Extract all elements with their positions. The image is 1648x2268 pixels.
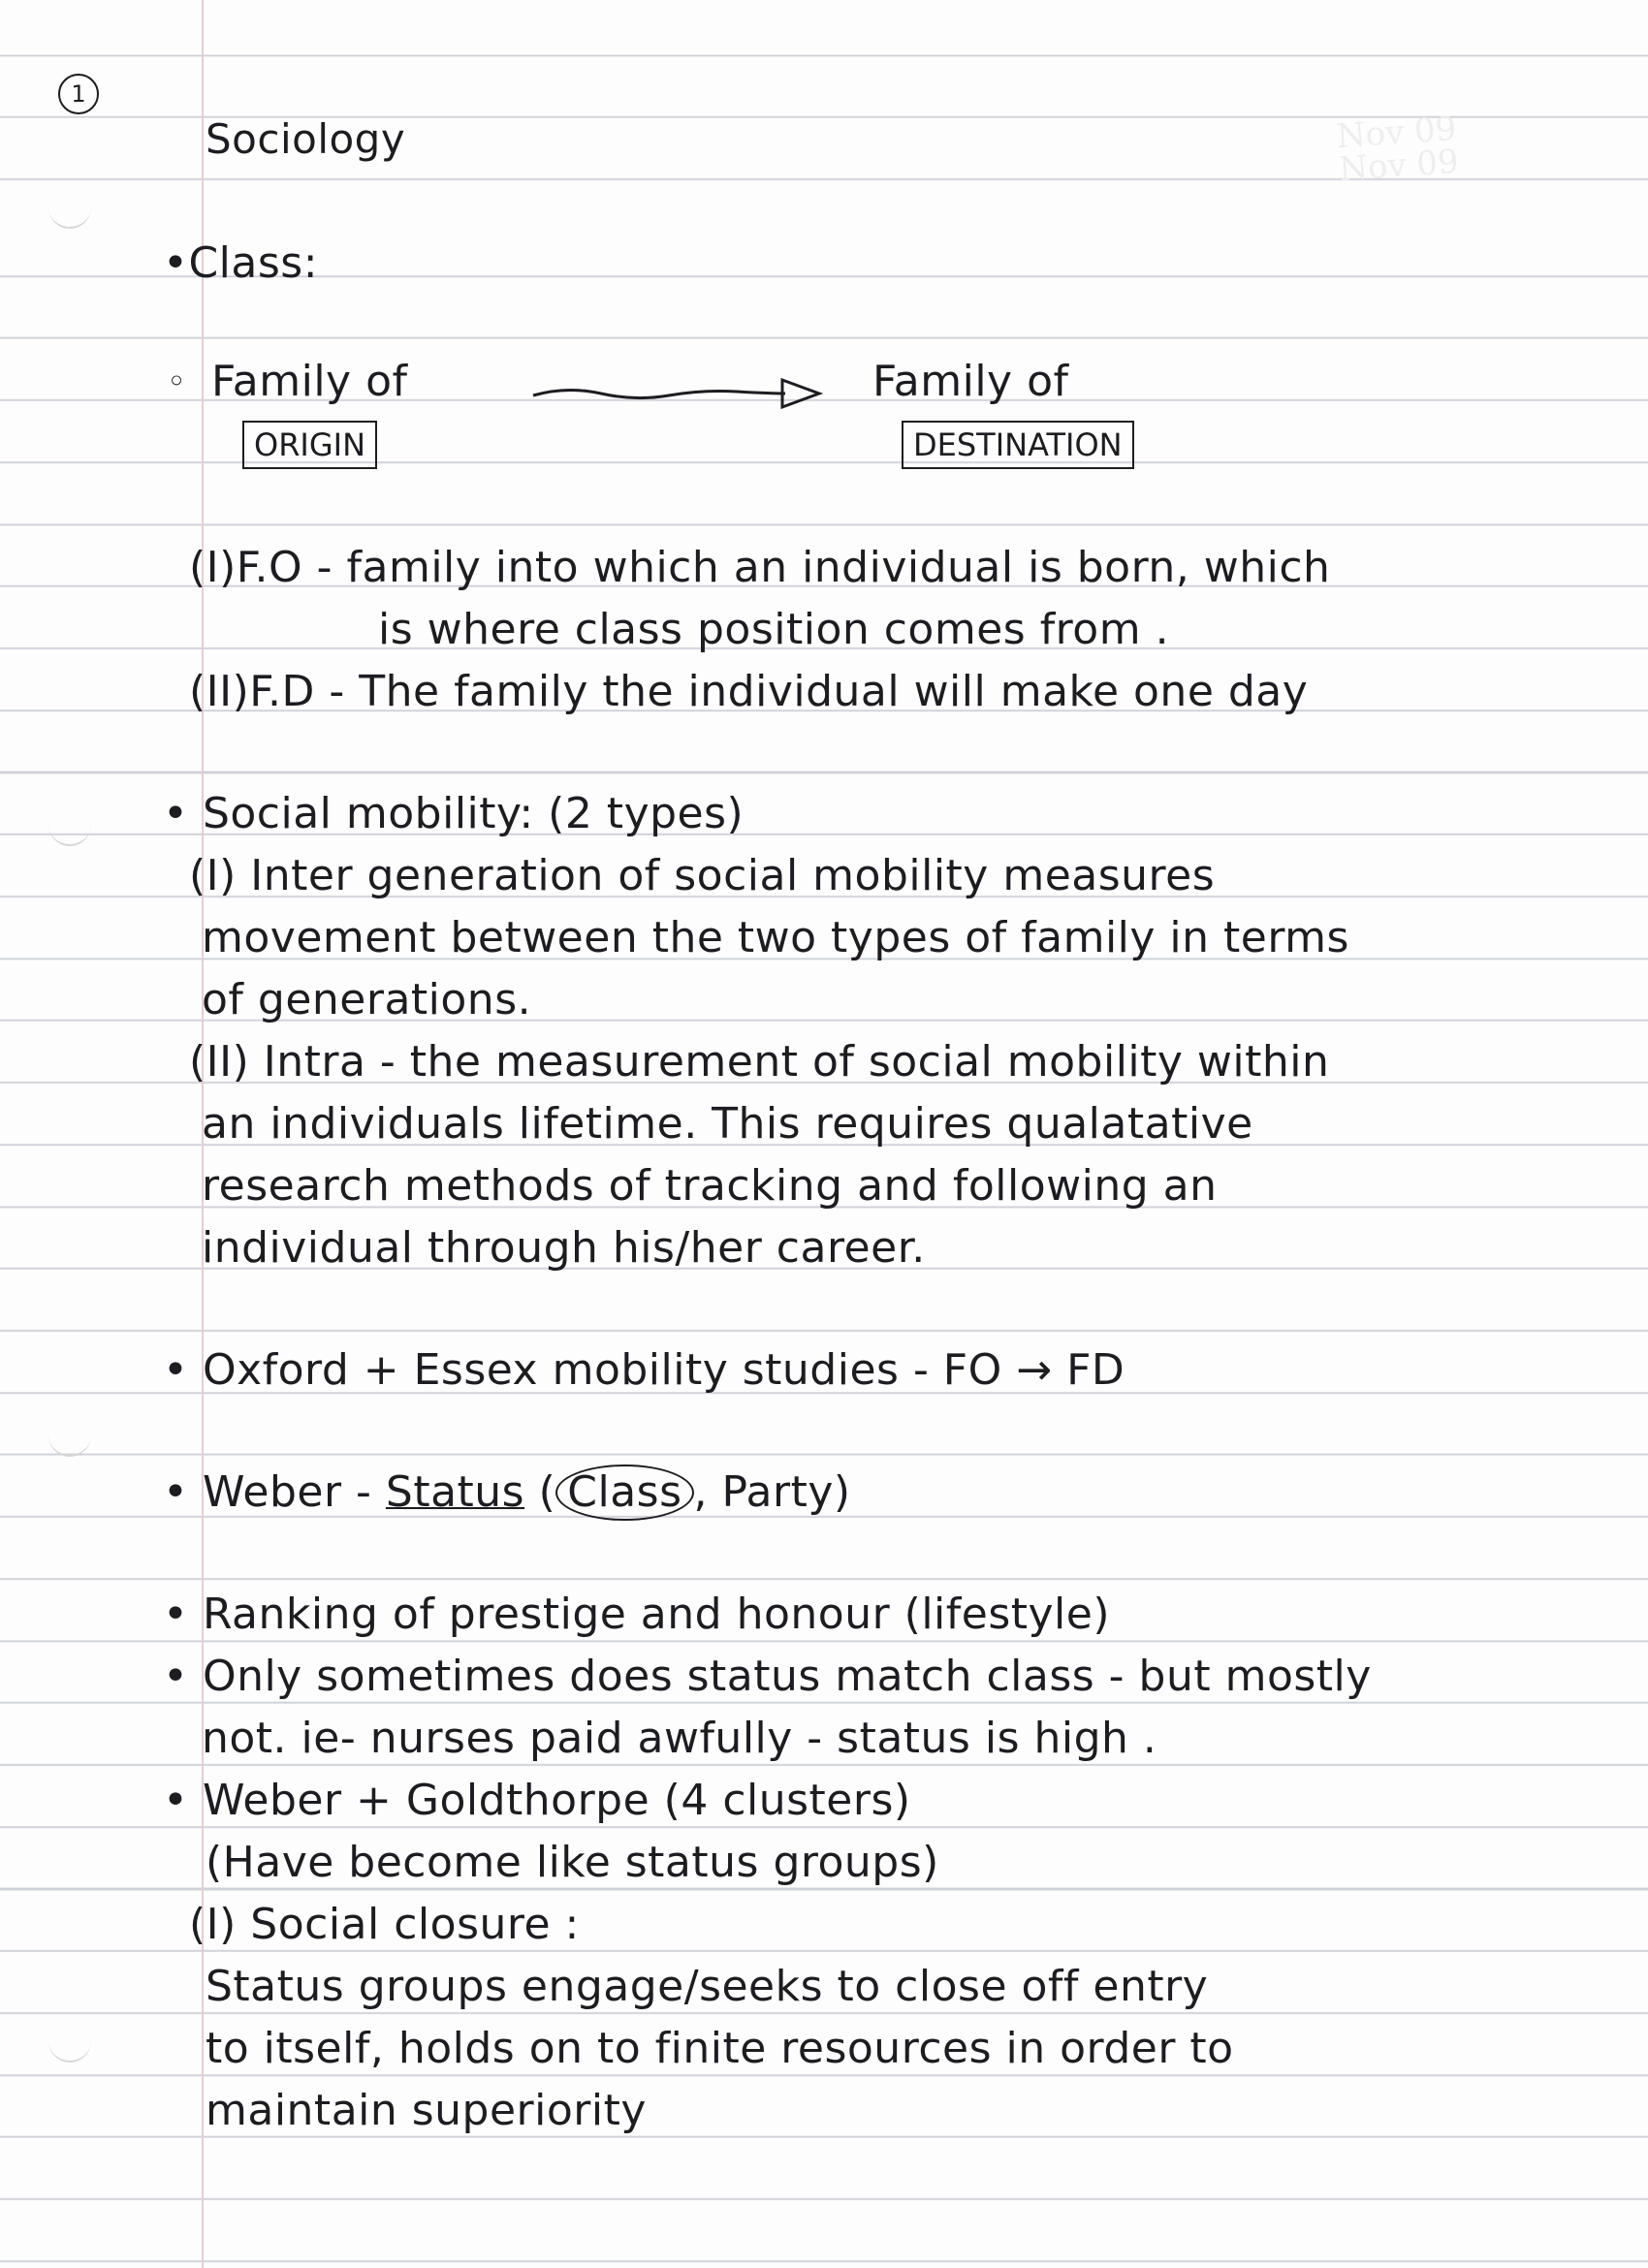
class-circled: Class bbox=[555, 1465, 693, 1521]
note-line: maintain superiority bbox=[206, 2086, 647, 2135]
family-destination-label: Family of bbox=[872, 357, 1069, 406]
note-line: to itself, holds on to finite resources in order to bbox=[206, 2024, 1234, 2073]
mobility-line: (II) Intra - the measurement of social mobility within bbox=[189, 1037, 1330, 1087]
status-word: Status bbox=[385, 1467, 525, 1517]
weber-prefix: • Weber - bbox=[163, 1467, 386, 1517]
note-line: (Have become like status groups) bbox=[206, 1838, 939, 1887]
bullet-circle: ◦ bbox=[167, 362, 187, 401]
note-line: Status groups engage/seeks to close off entry bbox=[206, 1962, 1209, 2011]
oxford-essex-line: • Oxford + Essex mobility studies - FO → FD bbox=[163, 1345, 1125, 1395]
note-line: • Only sometimes does status match class - but mostly bbox=[163, 1652, 1372, 1701]
destination-box-row bbox=[902, 411, 1134, 473]
mobility-line: individual through his/her career. bbox=[202, 1223, 926, 1273]
mobility-line: movement between the two types of family in terms bbox=[202, 913, 1349, 962]
note-line: not. ie- nurses paid awfully - status is high . bbox=[202, 1714, 1157, 1763]
destination-box: DESTINATION bbox=[902, 421, 1134, 469]
punch-hole-mark bbox=[48, 2035, 91, 2063]
weber-rest: , Party) bbox=[693, 1467, 851, 1517]
note-line: (I) Social closure : bbox=[189, 1900, 580, 1949]
punch-hole-mark bbox=[48, 202, 91, 229]
punch-hole-mark bbox=[48, 819, 91, 846]
bleed-through-text: Nov 09 Nov 09 bbox=[1335, 109, 1460, 190]
origin-box-row bbox=[242, 411, 377, 473]
family-origin-label: Family of bbox=[211, 357, 408, 406]
mobility-line: of generations. bbox=[202, 975, 532, 1024]
definition-line: is where class position comes from . bbox=[378, 605, 1170, 654]
mobility-line: (I) Inter generation of social mobility measures bbox=[189, 851, 1216, 900]
page-title: Sociology bbox=[206, 115, 406, 163]
arrow-icon bbox=[528, 364, 839, 423]
weber-line bbox=[163, 1462, 851, 1524]
note-line: • Weber + Goldthorpe (4 clusters) bbox=[163, 1776, 911, 1825]
mobility-line: research methods of tracking and following an bbox=[202, 1161, 1218, 1211]
punch-hole-mark bbox=[48, 1430, 91, 1457]
note-line: • Ranking of prestige and honour (lifestyle) bbox=[163, 1590, 1111, 1639]
mobility-line: • Social mobility: (2 types) bbox=[163, 789, 745, 838]
definition-line: (II)F.D - The family the individual will make one day bbox=[189, 667, 1309, 716]
page-number: 1 bbox=[58, 74, 99, 114]
definition-line: (I)F.O - family into which an individual is born, which bbox=[189, 543, 1331, 592]
mobility-line: an individuals lifetime. This requires qualatative bbox=[202, 1099, 1253, 1149]
class-heading: •Class: bbox=[163, 238, 319, 288]
origin-box: ORIGIN bbox=[242, 421, 377, 469]
weber-open: ( bbox=[524, 1467, 556, 1517]
